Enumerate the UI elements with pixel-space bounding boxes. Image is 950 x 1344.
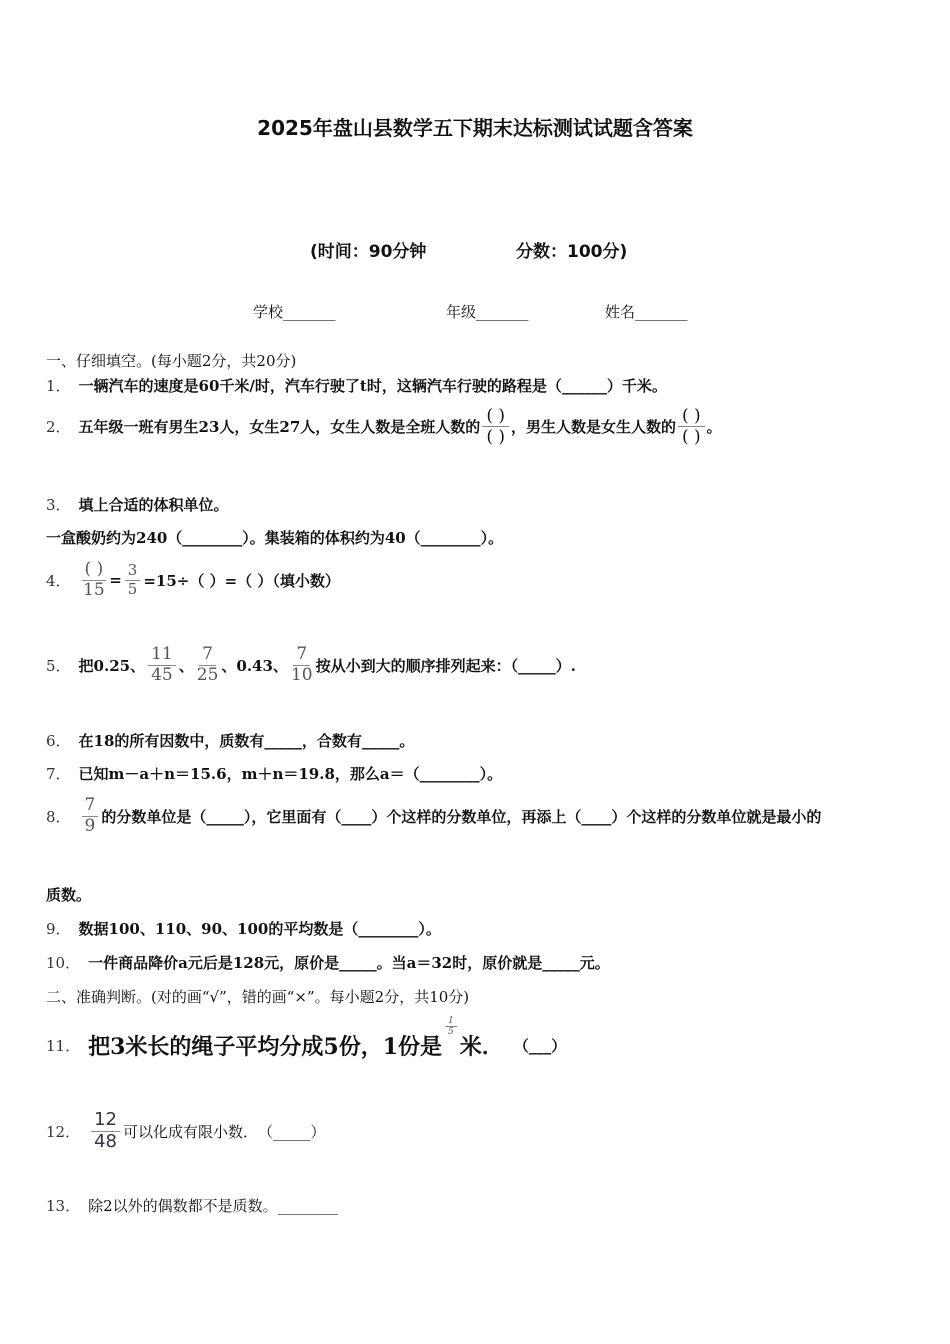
q-number: 2．: [46, 418, 71, 436]
q-text: 在18的所有因数中，质数有_____，合数有_____。: [78, 732, 415, 750]
q-number: 4．: [46, 571, 71, 590]
q-text: 。: [706, 418, 722, 436]
question-11: [46, 1016, 567, 1061]
question-1: [46, 375, 667, 396]
q-text: 的分数单位是（_____），它里面有（____）个这样的分数单位，再添上（____）个这样的分数单位就是最小的: [101, 807, 822, 826]
q-text: 一辆汽车的速度是60千米/时，汽车行驶了t时，这辆汽车行驶的路程是（______）千米。: [78, 377, 667, 395]
exam-score: 分数：100分): [516, 242, 628, 262]
q-text: 按从小到大的顺序排列起来：（_____）.: [315, 656, 576, 675]
q-text: 米．: [459, 1034, 504, 1060]
blank-fraction[interactable]: ( ) ( ): [678, 406, 705, 447]
q-text: 把0.25、: [78, 656, 146, 675]
q-number: 1．: [46, 377, 71, 395]
question-4: [46, 560, 340, 600]
blank-fraction[interactable]: ( ) ( ): [482, 406, 509, 447]
question-13: [46, 1195, 338, 1216]
q-text: 、0.43、: [221, 656, 288, 675]
q-number: 9．: [46, 920, 71, 938]
answer-blank[interactable]: （___）: [513, 1037, 567, 1055]
q-text: 已知m－a＋n＝15.6，m＋n＝19.8，那么a＝（________）。: [78, 765, 503, 783]
section-2-heading: 二、准确判断。(对的画“√”，错的画“×”。每小题2分，共10分): [46, 988, 470, 1006]
q-number: 7．: [46, 765, 71, 783]
exam-time: (时间：90分钟: [310, 242, 427, 262]
page-title: 2025年盘山县数学五下期末达标测试试题含答案: [257, 116, 693, 140]
question-2: [46, 406, 722, 447]
q-number: 5．: [46, 656, 71, 675]
q-text: 数据100、110、90、100的平均数是（________）。: [78, 920, 441, 938]
q-number: 8．: [46, 807, 71, 826]
question-8: [46, 796, 821, 836]
question-5: [46, 645, 576, 685]
fraction: $\frac{7}{10}$: [290, 644, 313, 685]
question-3-line-2: 一盒酸奶约为240（________）。集装箱的体积约为40（________）。: [46, 529, 504, 547]
name-field[interactable]: 姓名_______: [605, 303, 688, 321]
fraction: $\frac{11}{45}$: [148, 645, 176, 685]
q-text: =15÷（ ）=（ ）（填小数）: [143, 571, 340, 590]
question-10: [46, 952, 610, 973]
section-1-heading: 一、仔细填空。(每小题2分，共20分): [46, 352, 297, 370]
q-number: 11．: [46, 1037, 81, 1055]
q-number: 12．: [46, 1122, 81, 1141]
question-12: [46, 1110, 326, 1152]
fraction: $\frac{12}{48}$: [91, 1110, 120, 1152]
school-field[interactable]: 学校_______: [253, 303, 336, 321]
q-number: 13．: [46, 1197, 81, 1215]
fraction: $\frac{3}{5}$: [125, 562, 141, 598]
question-9: [46, 918, 441, 939]
fraction: $\frac{( )}{15}$: [83, 559, 105, 600]
q-text: 除2以外的偶数都不是质数。________: [88, 1197, 338, 1215]
q-text: 填上合适的体积单位。: [78, 496, 229, 514]
question-6: [46, 730, 414, 751]
q-text: 一件商品降价a元后是128元，原价是_____。当a＝32时，原价就是_____元。: [88, 954, 610, 972]
fraction: $\frac{7}{25}$: [196, 644, 219, 685]
q-text: 五年级一班有男生23人，女生27人，女生人数是全班人数的: [78, 418, 481, 436]
question-7: [46, 763, 502, 784]
q-text: 、: [178, 656, 194, 675]
q-number: 10．: [46, 954, 81, 972]
question-8-line-2: 质数。: [46, 886, 92, 904]
q-number: 6．: [46, 732, 71, 750]
fraction: $\frac{1}{5}$: [445, 1016, 457, 1038]
q-number: 3．: [46, 496, 71, 514]
question-3: [46, 494, 229, 515]
fraction: $\frac{7}{9}$: [82, 796, 99, 836]
q-text: ，男生人数是女生人数的: [510, 418, 676, 436]
equals: =: [109, 571, 122, 590]
grade-field[interactable]: 年级_______: [446, 303, 529, 321]
q-text: 可以化成有限小数． （_____）: [123, 1122, 326, 1141]
q-text: 把3米长的绳子平均分成5份，1份是: [88, 1034, 443, 1060]
